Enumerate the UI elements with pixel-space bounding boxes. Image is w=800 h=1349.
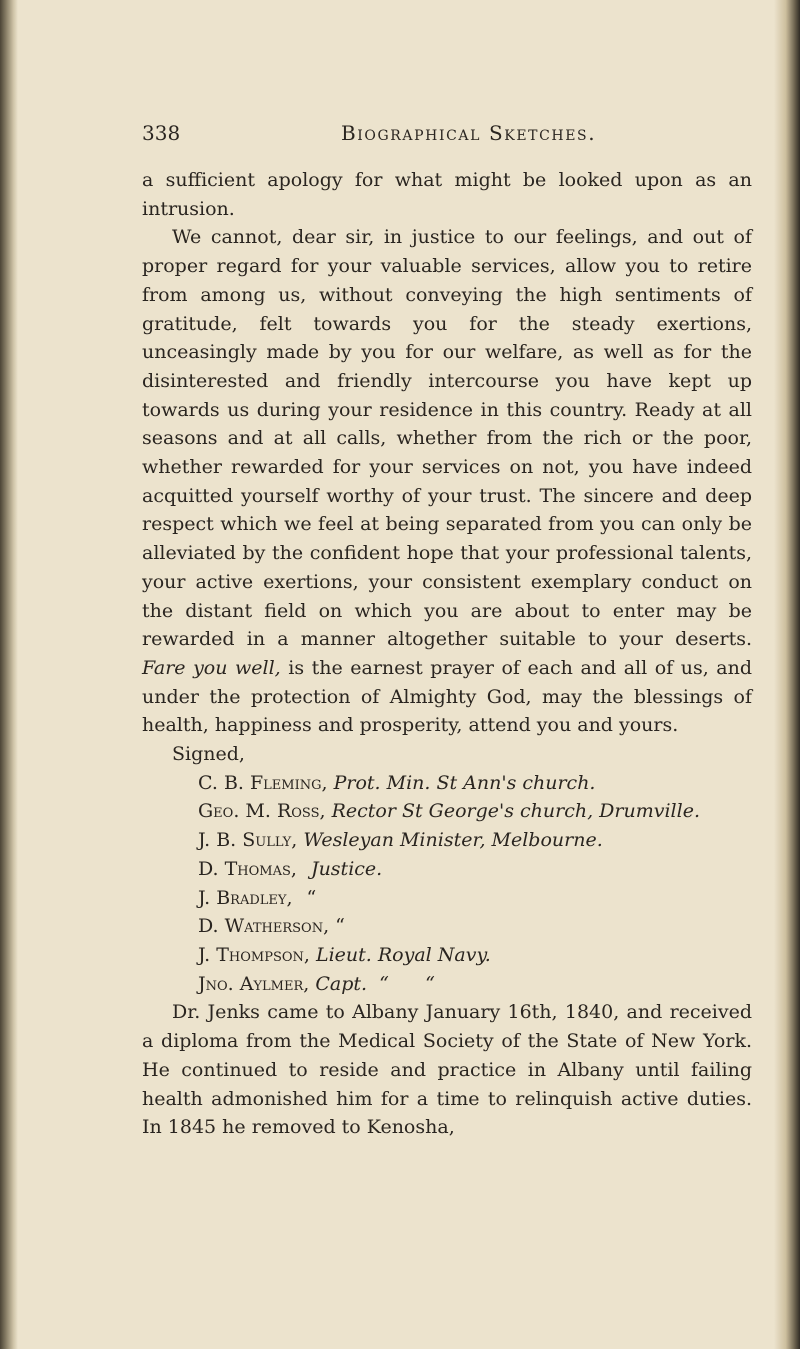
signature-line: [142, 912, 752, 941]
page-binding-shadow: [0, 0, 18, 1349]
page-number: 338: [142, 121, 181, 145]
page-body: [142, 166, 752, 1142]
signatory-name: D. Watherson,: [198, 915, 330, 938]
signed-label: Signed,: [172, 743, 245, 766]
letter-paragraph: [142, 223, 752, 740]
signatory-title: Wesleyan Minister, Melbourne.: [303, 829, 603, 852]
signatory-title: Rector St George's church, Drumville.: [331, 800, 700, 823]
letter-text-part1: We cannot, dear sir, in justice to our feelings, and out of proper regard for your valuable services, allow you to retire from among us, without conveying the high sentiments of gratitude, felt towards you for the steady exertions, unceasingly made by you for our welfare, as well as for the disinterested and friendly intercourse you have kept up towards us during your residence in this country. Ready at all seasons and at all calls, whether from the rich or the poor, whether rewarded for your services on not, you have indeed acquitted yourself worthy of your trust. The sincere and deep respect which we feel at being separated from you can only be alleviated by the confident hope that your professional talents, your active exertions, your consistent exemplary conduct on the distant field on which you are about to enter may be rewarded in a manner altogether suitable to your deserts.: [142, 226, 752, 651]
opening-paragraph: a sufficient apology for what might be looked upon as an intrusion.: [142, 169, 752, 220]
signatory-title: Capt. “ “: [315, 972, 435, 995]
closing-paragraph: Dr. Jenks came to Albany January 16th, 1840, and received a diploma from the Medical Society of the State of New York. He continued to reside and practice in Albany until failing health admonished him for a time to relinquish active duties. In 1845 he removed to Kenosha,: [142, 1001, 752, 1139]
letter-text-part2: is the earnest prayer of each and all of us, and under the protection of Almighty God, may the blessings of health, happiness and prosperity, attend you and yours.: [142, 656, 752, 737]
signatory-title: “: [335, 915, 345, 938]
running-title: Biographical Sketches.: [341, 121, 597, 145]
signatory-title: Justice.: [310, 857, 383, 880]
signatory-name: J. Thompson,: [198, 943, 310, 966]
signatory-title: Lieut. Royal Navy.: [315, 943, 491, 966]
letter-italic-phrase: Fare you well,: [142, 656, 281, 679]
page-header: [142, 118, 742, 148]
signature-line: [142, 884, 752, 913]
signatory-title: “: [306, 886, 317, 909]
signatory-name: J. Bradley,: [198, 886, 293, 909]
signature-line: [142, 941, 752, 970]
signatory-name: C. B. Fleming,: [198, 771, 328, 794]
signatory-name: D. Thomas,: [198, 857, 297, 880]
signature-line: [142, 769, 752, 798]
signatory-name: Jno. Aylmer,: [198, 972, 310, 995]
signatory-name: Geo. M. Ross,: [198, 800, 326, 823]
signature-line: [142, 826, 752, 855]
signature-line: [142, 797, 752, 826]
signatory-title: Prot. Min. St Ann's church.: [333, 771, 596, 794]
signature-line: [142, 970, 752, 999]
page-edge-shadow: [774, 0, 800, 1349]
signatory-name: J. B. Sully,: [198, 829, 298, 852]
signature-line: [142, 855, 752, 884]
